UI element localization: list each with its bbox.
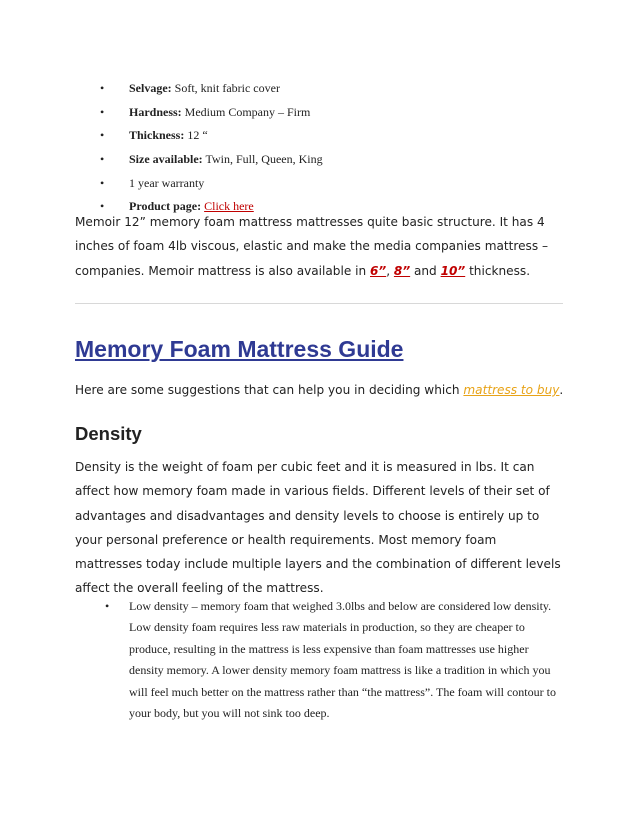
bullet-icon: • <box>100 128 105 143</box>
spec-value: Twin, Full, Queen, King <box>205 152 323 167</box>
spec-value: 12 “ <box>187 128 208 143</box>
intro-sep-1: , <box>386 263 394 278</box>
spec-label: Size available: <box>129 152 203 167</box>
suggestion-tail: . <box>559 383 564 397</box>
suggestion-text: Here are some suggestions that can help you in deciding which <box>75 383 464 397</box>
guide-title: Memory Foam Mattress Guide <box>75 336 404 362</box>
low-density-text: Low density – memory foam that weighed 3.0lbs and below are considered low density. Low density foam requires less raw materials in production, so they are cheaper to produce, resulting in the mattress is less expensive than foam mattresses use higher density memory. A lower density memory foam mattress is like a tradition in which you will feel much better on the mattress rather than “the mattress”. The foam will contour to your body, but you will not sink too deep. <box>129 599 556 721</box>
density-heading: Density <box>75 423 142 444</box>
product-page-link[interactable]: Click here <box>204 199 254 214</box>
intro-paragraph <box>75 210 565 283</box>
size-10-link[interactable]: 10” <box>440 263 466 278</box>
section-divider <box>75 303 563 304</box>
bullet-icon: • <box>100 175 105 190</box>
density-paragraph: Density is the weight of foam per cubic feet and it is measured in lbs. It can affect how memory foam made in various fields. Different levels of their set of advantages and disadvantages and density levels to choose is entirely up to your personal preference or health requirements. Most memory foam mattresses today include multiple layers and the combination of different levels affect the overall feeling of the mattress. <box>75 460 561 596</box>
low-density-item <box>105 596 565 724</box>
bullet-icon: • <box>100 199 105 214</box>
spec-label: Thickness: <box>129 128 185 143</box>
spec-item-warranty <box>100 174 323 198</box>
spec-value: 1 year warranty <box>129 175 205 190</box>
spec-item-thickness <box>100 126 323 150</box>
bullet-icon: • <box>100 104 105 119</box>
spec-value: Medium Company – Firm <box>184 104 311 119</box>
intro-sep-2: and <box>410 263 441 278</box>
spec-item-selvage <box>100 79 323 103</box>
spec-item-sizes <box>100 150 323 174</box>
bullet-icon: • <box>100 81 105 95</box>
spec-value: Soft, knit fabric cover <box>174 81 280 95</box>
spec-label: Hardness: <box>129 104 182 119</box>
suggestion-paragraph <box>75 378 565 402</box>
size-8-link[interactable]: 8” <box>393 263 411 278</box>
size-6-link[interactable]: 6” <box>370 263 387 278</box>
intro-text: Memoir 12” memory foam mattress mattresses quite basic structure. It has 4 inches of foam 4lb viscous, elastic and make the media companies mattress – companies. Memoir mattress is also available in <box>75 215 549 278</box>
bullet-icon: • <box>105 599 110 613</box>
spec-list <box>100 79 323 221</box>
intro-tail: thickness. <box>465 263 531 278</box>
spec-label: Product page: <box>129 199 202 214</box>
bullet-icon: • <box>100 152 105 167</box>
density-levels-list <box>105 596 565 724</box>
spec-item-hardness <box>100 103 323 127</box>
mattress-to-buy-link[interactable]: mattress to buy <box>463 383 560 397</box>
spec-label: Selvage: <box>129 81 172 95</box>
